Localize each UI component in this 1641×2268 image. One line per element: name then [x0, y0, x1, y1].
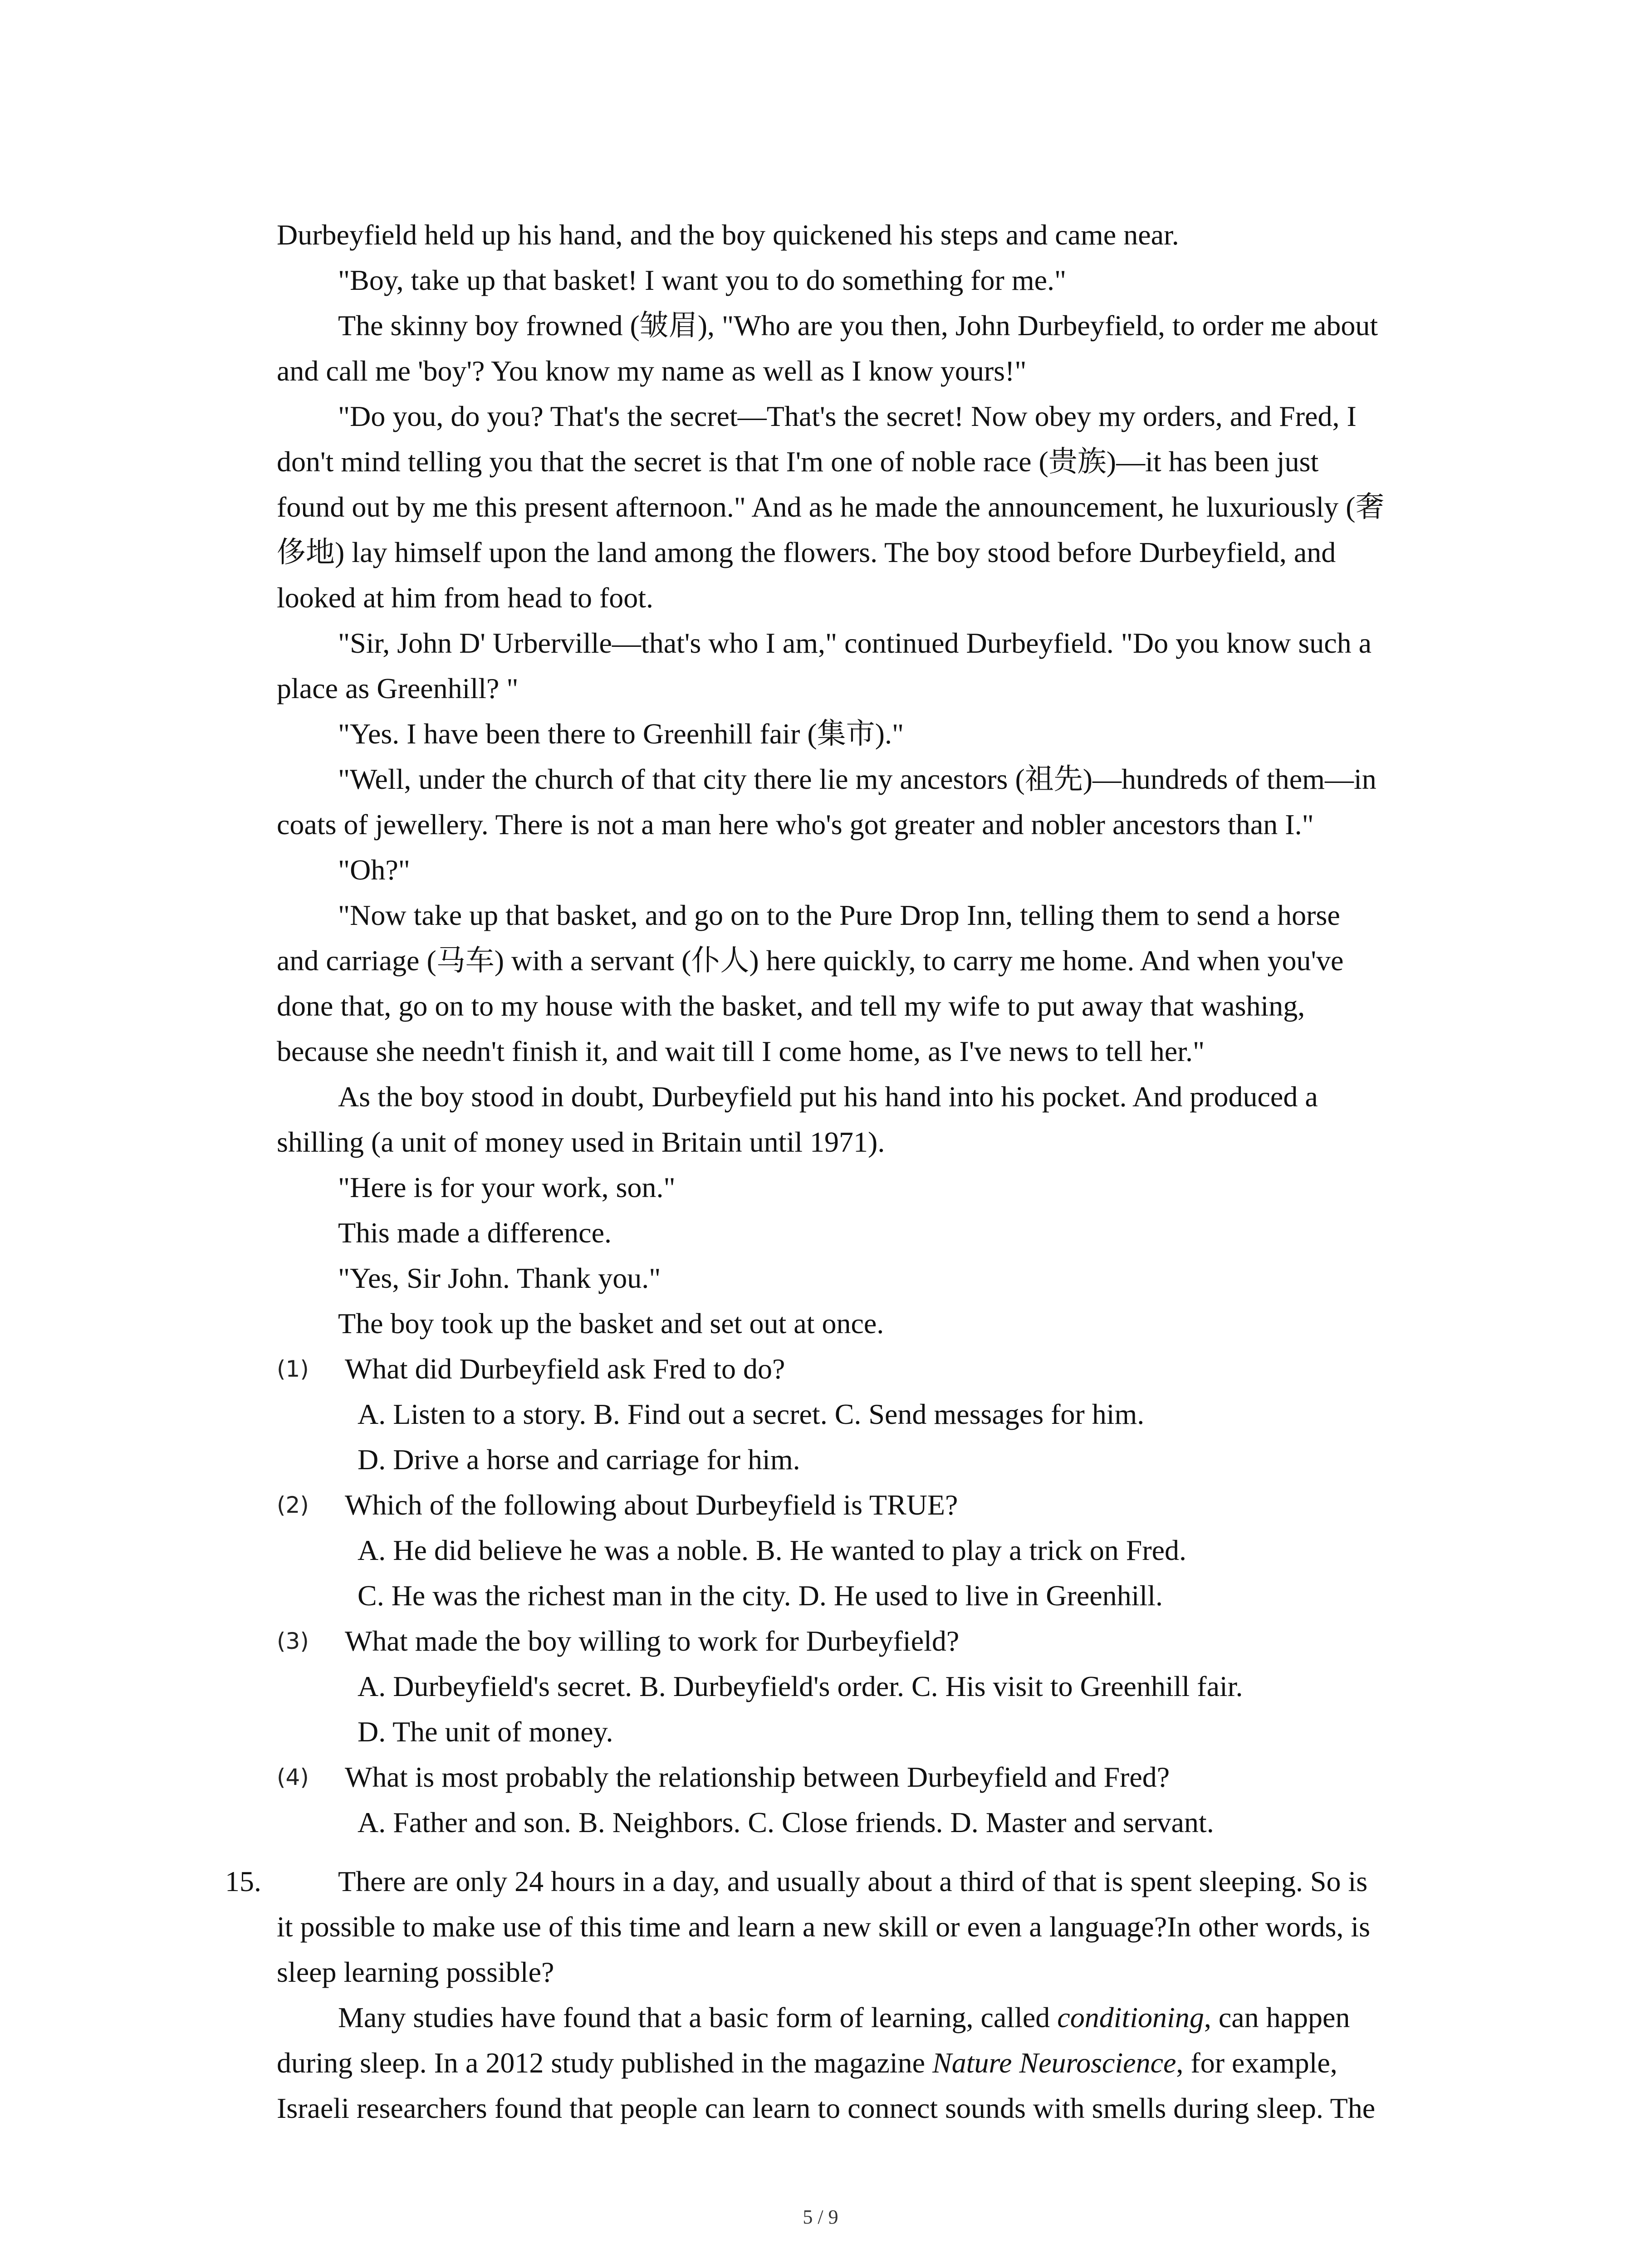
passage-line: "Now take up that basket, and go on to the Pure Drop Inn, telling them to send a horse: [338, 899, 1340, 931]
question-options: C. He was the richest man in the city. D. He used to live in Greenhill.: [358, 1579, 1163, 1612]
question-options: A. Listen to a story. B. Find out a secret. C. Send messages for him.: [358, 1398, 1145, 1430]
magazine-title: Nature Neuroscience: [932, 2047, 1176, 2079]
passage-line: [277, 2045, 1337, 2081]
question-text: Which of the following about Durbeyfield is TRUE?: [345, 1489, 958, 1521]
italic-term: conditioning: [1057, 2001, 1204, 2033]
passage-line: looked at him from head to foot.: [277, 582, 654, 614]
passage-line: and carriage (马车) with a servant (仆人) here quickly, to carry me home. And when you've: [277, 944, 1344, 977]
question-text: What is most probably the relationship between Durbeyfield and Fred?: [345, 1761, 1170, 1793]
question-options: D. The unit of money.: [358, 1716, 613, 1748]
passage-line: done that, go on to my house with the basket, and tell my wife to put away that washing,: [277, 990, 1305, 1022]
passage-line: "Sir, John D' Urberville—that's who I am," continued Durbeyfield. "Do you know such a: [338, 627, 1372, 659]
passage-line: shilling (a unit of money used in Britain until 1971).: [277, 1126, 885, 1158]
passage-line: The skinny boy frowned (皱眉), "Who are you then, John Durbeyfield, to order me about: [338, 309, 1378, 342]
passage-line: The boy took up the basket and set out at once.: [338, 1307, 884, 1339]
passage-line: "Well, under the church of that city there lie my ancestors (祖先)—hundreds of them—in: [338, 763, 1376, 795]
passage-line: it possible to make use of this time and learn a new skill or even a language?In other words, is: [277, 1911, 1371, 1943]
passage-line: sleep learning possible?: [277, 1956, 554, 1988]
passage-line: found out by me this present afternoon." And as he made the announcement, he luxuriously (奢: [277, 491, 1385, 523]
text-run: , for example,: [1176, 2047, 1337, 2079]
text-run: Many studies have found that a basic form of learning, called: [338, 2001, 1058, 2033]
question-text: What made the boy willing to work for Durbeyfield?: [345, 1625, 960, 1657]
question-number: (4): [277, 1764, 309, 1790]
passage-line: "Yes. I have been there to Greenhill fair (集市).": [338, 718, 904, 750]
section-number: 15.: [225, 1865, 261, 1897]
passage-line: As the boy stood in doubt, Durbeyfield put his hand into his pocket. And produced a: [338, 1080, 1318, 1113]
passage-line: Israeli researchers found that people can learn to connect sounds with smells during sleep. The: [277, 2092, 1376, 2124]
passage-line: 侈地) lay himself upon the land among the flowers. The boy stood before Durbeyfield, and: [277, 536, 1336, 568]
question-options: A. Durbeyfield's secret. B. Durbeyfield's order. C. His visit to Greenhill fair.: [358, 1670, 1243, 1702]
question-text: What did Durbeyfield ask Fred to do?: [345, 1353, 785, 1385]
passage-line: "Oh?": [338, 854, 410, 886]
passage-line: "Here is for your work, son.": [338, 1171, 676, 1203]
question-number: (3): [277, 1628, 309, 1654]
passage-line: because she needn't finish it, and wait till I come home, as I've news to tell her.": [277, 1035, 1205, 1067]
passage-line: "Yes, Sir John. Thank you.": [338, 1262, 661, 1294]
passage-line: and call me 'boy'? You know my name as well as I know yours!": [277, 355, 1027, 387]
passage-line: "Boy, take up that basket! I want you to do something for me.": [338, 264, 1067, 296]
passage-line: [338, 1999, 1350, 2036]
text-run: , can happen: [1204, 2001, 1350, 2033]
question-options: D. Drive a horse and carriage for him.: [358, 1443, 800, 1476]
page-number: 5 / 9: [803, 2206, 838, 2228]
passage-line: "Do you, do you? That's the secret—That's the secret! Now obey my orders, and Fred, I: [338, 400, 1357, 432]
passage-line: don't mind telling you that the secret is that I'm one of noble race (贵族)—it has been just: [277, 445, 1319, 478]
passage-line: Durbeyfield held up his hand, and the boy quickened his steps and came near.: [277, 219, 1179, 251]
question-options: A. He did believe he was a noble. B. He wanted to play a trick on Fred.: [358, 1534, 1187, 1566]
question-number: (2): [277, 1492, 309, 1518]
passage-line: place as Greenhill? ": [277, 672, 519, 704]
question-options: A. Father and son. B. Neighbors. C. Close friends. D. Master and servant.: [358, 1806, 1214, 1838]
question-number: (1): [277, 1356, 309, 1382]
passage-line: This made a difference.: [338, 1217, 612, 1249]
passage-line: coats of jewellery. There is not a man here who's got greater and nobler ancestors than I.": [277, 808, 1314, 841]
passage-line: There are only 24 hours in a day, and usually about a third of that is spent sleeping. So is: [338, 1865, 1368, 1897]
text-run: during sleep. In a 2012 study published in the magazine: [277, 2047, 933, 2079]
